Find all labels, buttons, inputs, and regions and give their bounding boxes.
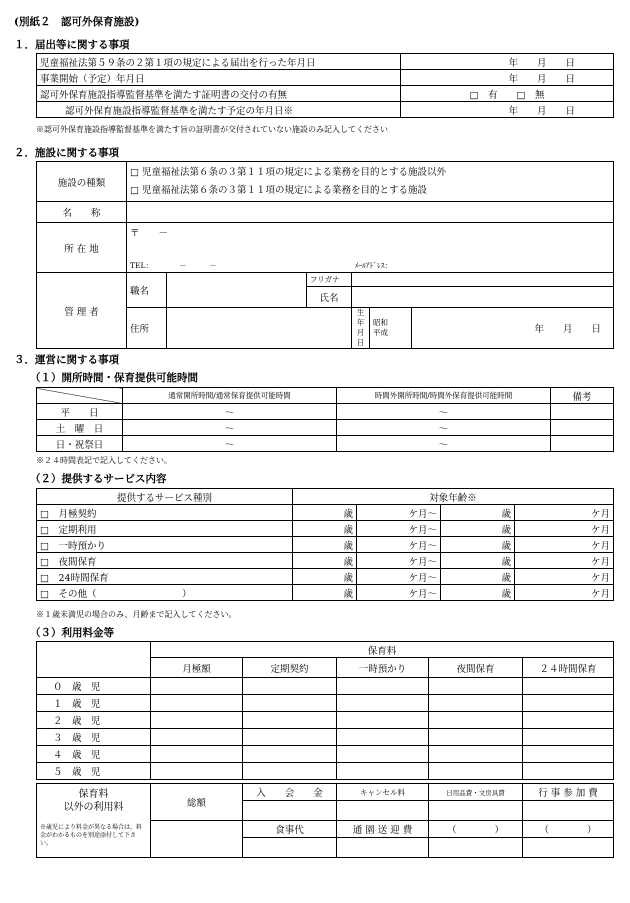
certificate-checkbox-group[interactable]: □ 有 □ 無 (401, 86, 614, 102)
table-row (37, 642, 614, 658)
fee-input[interactable] (429, 695, 523, 712)
table-row (37, 784, 614, 801)
address-sub-label: 住所 (127, 308, 167, 349)
age-field[interactable]: 歳 (293, 521, 357, 537)
column-header: 通常開所時間/通常保育提供可能時間 (123, 388, 337, 404)
address-label: 所 在 地 (37, 223, 127, 273)
fee-input[interactable] (337, 678, 429, 695)
age-field[interactable]: 歳 (441, 521, 515, 537)
table-row (37, 678, 614, 695)
column-header: 一時預かり (337, 658, 429, 678)
hours-subheading: （１）開所時間・保育提供可能時間 (30, 372, 198, 384)
fee-input[interactable] (151, 746, 243, 763)
age-field[interactable]: ケ月～ (357, 505, 441, 521)
other-fees-table (36, 783, 614, 858)
age-field[interactable]: ケ月 (515, 505, 614, 521)
date-field[interactable]: 年 月 日 (401, 102, 614, 118)
table-row (37, 569, 614, 585)
furigana-label: フリガナ (307, 273, 352, 287)
column-header: ２４時間保育 (523, 658, 614, 678)
age-label: １ 歳 児 (37, 695, 151, 712)
column-header: 対象年齢※ (293, 489, 614, 505)
fee-header: 保育料 (151, 642, 614, 658)
fee-input[interactable] (337, 695, 429, 712)
hours-note: ※２４時間表記で記入してください。 (36, 456, 172, 465)
row-label: 認可外保育施設指導監督基準を満たす予定の年月日※ (37, 102, 401, 118)
fee-input[interactable] (523, 695, 614, 712)
other-fees-label: 保育料 以外の利用料 (63, 789, 124, 813)
row-label: 日・祝祭日 (37, 436, 123, 452)
tel-field[interactable]: TEL： － － (127, 259, 352, 273)
age-field[interactable]: 歳 (293, 553, 357, 569)
table-row (37, 86, 614, 102)
age-field[interactable]: 歳 (293, 537, 357, 553)
section3-heading: ３．運営に関する事項 (14, 354, 119, 366)
postal-field[interactable]: 〒 － (127, 223, 614, 259)
facility-type-option-2[interactable]: □ 児童福祉法第６条の３第１１項の規定による業務を目的とする施設 (130, 184, 427, 196)
fee-input[interactable] (523, 838, 614, 858)
time-field[interactable]: ～ (337, 404, 551, 420)
column-header: 提供するサービス種別 (37, 489, 293, 505)
age-label: ３ 歳 児 (37, 729, 151, 746)
services-table (36, 488, 614, 601)
fees-table (36, 641, 614, 780)
fee-input[interactable] (523, 801, 614, 821)
fee-input[interactable] (429, 729, 523, 746)
row-label: 児童福祉法第５９条の２第１項の規定による届出を行った年月日 (37, 54, 401, 70)
table-row (37, 273, 614, 287)
fee-item-label: 日用品費・文房具費 (429, 784, 523, 801)
era-options[interactable]: 昭和 平成 (370, 308, 412, 349)
birth-date-field[interactable]: 年 月 日 (412, 308, 614, 349)
table-row (37, 162, 614, 202)
attachment-title: (別紙２ 認可外保育施設) (14, 16, 140, 28)
column-header: 定期契約 (243, 658, 337, 678)
fee-input[interactable] (243, 801, 337, 821)
name-label: 名 称 (37, 202, 127, 223)
table-row (37, 202, 614, 223)
fee-input[interactable] (243, 729, 337, 746)
age-label: ２ 歳 児 (37, 712, 151, 729)
fee-input[interactable] (523, 729, 614, 746)
facility-type-label: 施設の種類 (37, 162, 127, 202)
column-header: 夜間保育 (429, 658, 523, 678)
fee-item-label: 入 会 金 (243, 784, 337, 801)
diagonal-cell (37, 388, 123, 404)
fee-item-label: 食事代 (243, 821, 337, 838)
fee-input[interactable] (429, 746, 523, 763)
age-field[interactable]: ケ月 (515, 521, 614, 537)
time-field[interactable]: ～ (337, 420, 551, 436)
fee-input[interactable] (151, 695, 243, 712)
time-field[interactable]: ～ (123, 420, 337, 436)
age-field[interactable]: ケ月～ (357, 521, 441, 537)
age-field[interactable]: ケ月 (515, 569, 614, 585)
age-field[interactable]: ケ月 (515, 553, 614, 569)
table-row (37, 223, 614, 259)
service-type-checkbox[interactable]: □ その他（ ） (37, 585, 293, 601)
corner-cell (37, 642, 151, 678)
manager-address-field[interactable] (167, 308, 352, 349)
table-row (37, 729, 614, 746)
fee-input[interactable] (429, 801, 523, 821)
age-field[interactable]: 歳 (441, 569, 515, 585)
email-field[interactable]: ﾒｰﾙｱﾄﾞﾚｽ： (352, 259, 614, 273)
age-field[interactable]: 歳 (441, 537, 515, 553)
table-row (37, 763, 614, 780)
name-field[interactable] (127, 202, 614, 223)
hours-table (36, 387, 614, 452)
table-row (37, 489, 614, 505)
age-label: ０ 歳 児 (37, 678, 151, 695)
remarks-field[interactable] (551, 436, 614, 452)
fee-input[interactable] (243, 763, 337, 780)
table-row (37, 537, 614, 553)
fee-input[interactable] (337, 838, 429, 858)
age-field[interactable]: 歳 (441, 585, 515, 601)
age-field[interactable]: ケ月 (515, 585, 614, 601)
fees-subheading: （３）利用料金等 (30, 627, 114, 639)
age-field[interactable]: 歳 (441, 505, 515, 521)
fee-input[interactable] (523, 763, 614, 780)
fee-item-label: 行 事 参 加 費 (523, 784, 614, 801)
age-field[interactable]: 歳 (293, 569, 357, 585)
position-field[interactable] (167, 273, 307, 308)
table-row (37, 553, 614, 569)
row-label: 土 曜 日 (37, 420, 123, 436)
fee-input[interactable] (337, 801, 429, 821)
fee-input[interactable] (429, 712, 523, 729)
table-row (37, 54, 614, 70)
total-label: 総額 (151, 784, 243, 821)
table-row (37, 436, 614, 452)
fee-item-custom[interactable]: （ ） (523, 821, 614, 838)
fullname-label: 氏名 (307, 287, 352, 308)
age-field[interactable]: ケ月 (515, 537, 614, 553)
fee-input[interactable] (243, 712, 337, 729)
time-field[interactable]: ～ (123, 404, 337, 420)
services-note: ※１歳未満児の場合のみ、月齢まで記入してください。 (36, 610, 237, 619)
service-type-checkbox[interactable]: □ 月極契約 (37, 505, 293, 521)
position-label: 職名 (127, 273, 167, 308)
age-field[interactable]: 歳 (293, 505, 357, 521)
fee-input[interactable] (151, 712, 243, 729)
column-header: 月極額 (151, 658, 243, 678)
fullname-field[interactable] (352, 287, 614, 308)
date-field[interactable]: 年 月 日 (401, 54, 614, 70)
age-field[interactable]: ケ月～ (357, 585, 441, 601)
fee-input[interactable] (429, 763, 523, 780)
table-row (37, 388, 614, 404)
table-row (37, 505, 614, 521)
age-field[interactable]: ケ月～ (357, 537, 441, 553)
fee-input[interactable] (337, 746, 429, 763)
time-field[interactable]: ～ (337, 436, 551, 452)
services-subheading: （２）提供するサービス内容 (30, 473, 167, 485)
row-label: 事業開始（予定）年月日 (37, 70, 401, 86)
fee-item-label: 通 園 送 迎 費 (337, 821, 429, 838)
fee-input[interactable] (151, 729, 243, 746)
total-input[interactable] (151, 821, 243, 858)
column-header: 備考 (551, 388, 614, 404)
table-row (37, 746, 614, 763)
fee-input[interactable] (337, 729, 429, 746)
fee-input[interactable] (151, 763, 243, 780)
facility-type-option-1[interactable]: □ 児童福祉法第６条の３第１１項の規定による業務を目的とする施設以外 (130, 166, 446, 178)
section1-heading: １．届出等に関する事項 (14, 39, 130, 51)
manager-label: 管 理 者 (37, 273, 127, 349)
age-field[interactable]: ケ月～ (357, 569, 441, 585)
fee-item-custom[interactable]: （ ） (429, 821, 523, 838)
fee-input[interactable] (429, 678, 523, 695)
facility-table (36, 161, 614, 349)
table-row (37, 521, 614, 537)
furigana-field[interactable] (352, 273, 614, 287)
fee-input[interactable] (243, 838, 337, 858)
age-label: ５ 歳 児 (37, 763, 151, 780)
service-type-checkbox[interactable]: □ 24時間保育 (37, 569, 293, 585)
date-field[interactable]: 年 月 日 (401, 70, 614, 86)
time-field[interactable]: ～ (123, 436, 337, 452)
column-header: 時間外開所時間/時間外保育提供可能時間 (337, 388, 551, 404)
fee-input[interactable] (337, 712, 429, 729)
fee-input[interactable] (337, 763, 429, 780)
section1-note: ※認可外保育施設指導監督基準を満たす旨の証明書が交付されていない施設のみ記入してください (36, 125, 388, 134)
fee-input[interactable] (243, 746, 337, 763)
birth-label: 生年 月日 (352, 308, 370, 349)
service-type-checkbox[interactable]: □ 一時預かり (37, 537, 293, 553)
service-type-checkbox[interactable]: □ 夜間保育 (37, 553, 293, 569)
section2-heading: ２．施設に関する事項 (14, 147, 119, 159)
age-label: ４ 歳 児 (37, 746, 151, 763)
fee-input[interactable] (243, 695, 337, 712)
fee-input[interactable] (523, 678, 614, 695)
table-row (37, 420, 614, 436)
age-field[interactable]: ケ月～ (357, 553, 441, 569)
table-row (37, 695, 614, 712)
age-field[interactable]: 歳 (441, 553, 515, 569)
remarks-field[interactable] (551, 420, 614, 436)
row-label: 認可外保育施設指導監督基準を満たす証明書の交付の有無 (37, 86, 401, 102)
other-fees-note: ※歳児により料金が異なる場合は、料金がわかるものを別途添付して下さい。 (40, 824, 143, 847)
fee-input[interactable] (151, 678, 243, 695)
service-type-checkbox[interactable]: □ 定期利用 (37, 521, 293, 537)
notification-table (36, 53, 614, 118)
fee-input[interactable] (523, 746, 614, 763)
table-row (37, 712, 614, 729)
table-row (37, 102, 614, 118)
fee-input[interactable] (523, 712, 614, 729)
table-row (37, 70, 614, 86)
age-field[interactable]: 歳 (293, 585, 357, 601)
remarks-field[interactable] (551, 404, 614, 420)
fee-input[interactable] (243, 678, 337, 695)
table-row (37, 404, 614, 420)
fee-item-label: キャンセル料 (337, 784, 429, 801)
table-row (37, 585, 614, 601)
fee-input[interactable] (429, 838, 523, 858)
row-label: 平 日 (37, 404, 123, 420)
other-fees-label-cell (37, 784, 151, 858)
